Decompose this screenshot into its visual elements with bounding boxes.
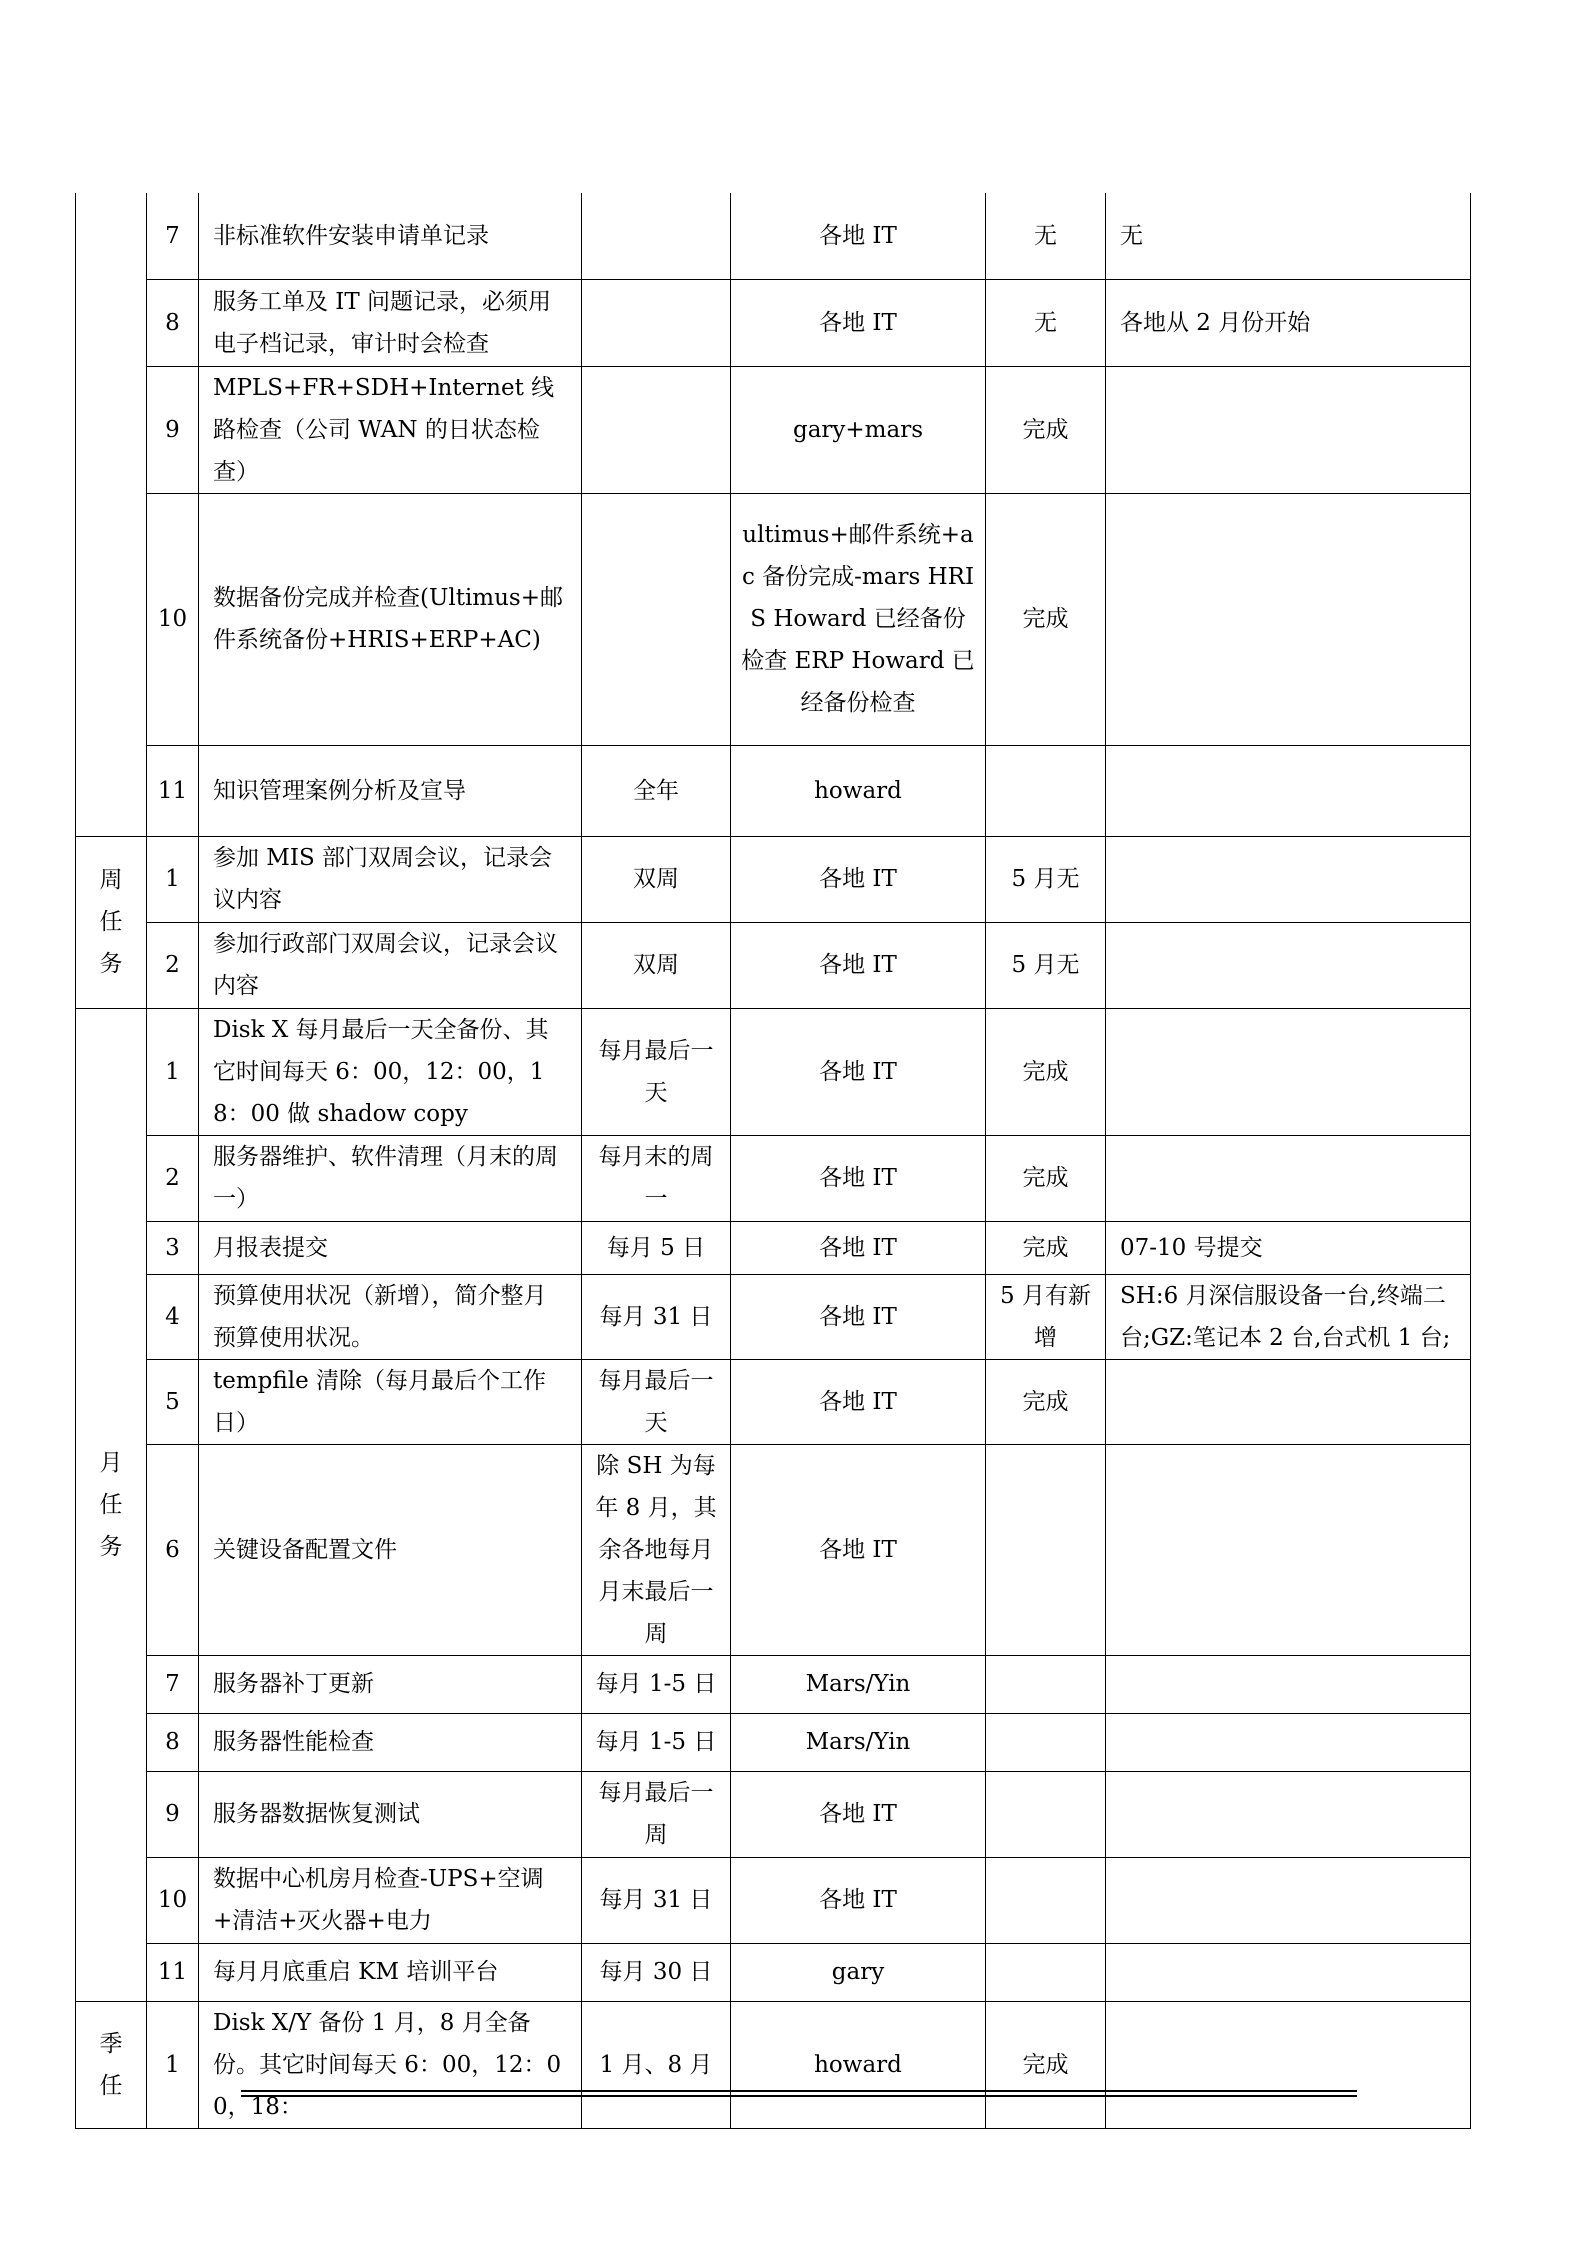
task-frequency — [582, 279, 731, 366]
task-note — [1106, 366, 1471, 493]
task-status: 无 — [986, 193, 1106, 279]
task-note — [1106, 493, 1471, 745]
task-description: 参加 MIS 部门双周会议，记录会议内容 — [199, 836, 582, 922]
row-number: 11 — [147, 1943, 199, 2001]
task-owner: howard — [731, 745, 986, 836]
task-description: 服务工单及 IT 问题记录，必须用电子档记录，审计时会检查 — [199, 279, 582, 366]
row-number: 8 — [147, 279, 199, 366]
table-row — [76, 1713, 1471, 1771]
category-char: 季 — [99, 2030, 123, 2057]
task-status — [986, 1857, 1106, 1943]
task-description: MPLS+FR+SDH+Internet 线路检查（公司 WAN 的日状态检查） — [199, 366, 582, 493]
task-owner: ultimus+邮件系统+ac 备份完成-mars HRIS Howard 已经备份检查 ERP Howard 已经备份检查 — [731, 493, 986, 745]
task-note — [1106, 836, 1471, 922]
row-number: 3 — [147, 1221, 199, 1274]
category-char: 任 — [99, 2072, 123, 2099]
task-table — [75, 193, 1471, 2129]
task-status: 完成 — [986, 2001, 1106, 2128]
task-description: 服务器性能检查 — [199, 1713, 582, 1771]
task-description: 数据备份完成并检查(Ultimus+邮件系统备份+HRIS+ERP+AC) — [199, 493, 582, 745]
task-description: Disk X/Y 备份 1 月，8 月全备份。其它时间每天 6：00，12：00，18： — [199, 2001, 582, 2128]
task-status — [986, 1713, 1106, 1771]
category-label — [76, 193, 147, 836]
task-owner: 各地 IT — [731, 279, 986, 366]
task-status — [986, 1771, 1106, 1857]
task-status: 5 月无 — [986, 836, 1106, 922]
task-description: 服务器数据恢复测试 — [199, 1771, 582, 1857]
category-char: 任 — [99, 909, 123, 935]
task-owner: gary+mars — [731, 366, 986, 493]
table-row — [76, 279, 1471, 366]
task-note — [1106, 1771, 1471, 1857]
category-label — [76, 836, 147, 1008]
table-row — [76, 1274, 1471, 1359]
table-row — [76, 366, 1471, 493]
task-note — [1106, 1444, 1471, 1655]
task-owner: Mars/Yin — [731, 1655, 986, 1713]
task-frequency: 双周 — [582, 836, 731, 922]
row-number: 9 — [147, 366, 199, 493]
task-frequency: 每月 5 日 — [582, 1221, 731, 1274]
task-frequency: 每月 31 日 — [582, 1857, 731, 1943]
task-frequency: 1 月、8 月 — [582, 2001, 731, 2128]
table-row — [76, 193, 1471, 279]
task-note — [1106, 1857, 1471, 1943]
category-char: 月 — [99, 1449, 123, 1476]
task-owner: 各地 IT — [731, 836, 986, 922]
row-number: 6 — [147, 1444, 199, 1655]
task-frequency: 每月最后一周 — [582, 1771, 731, 1857]
row-number: 9 — [147, 1771, 199, 1857]
table-row — [76, 745, 1471, 836]
task-note: SH:6 月深信服设备一台,终端二台;GZ:笔记本 2 台,台式机 1 台; — [1106, 1274, 1471, 1359]
footer-rule — [241, 2090, 1357, 2092]
task-owner: 各地 IT — [731, 1008, 986, 1135]
task-note — [1106, 922, 1471, 1008]
task-status — [986, 1655, 1106, 1713]
task-status: 5 月无 — [986, 922, 1106, 1008]
task-frequency: 每月 30 日 — [582, 1943, 731, 2001]
category-char: 周 — [99, 867, 123, 893]
task-note — [1106, 1655, 1471, 1713]
table-row — [76, 922, 1471, 1008]
task-owner: 各地 IT — [731, 1857, 986, 1943]
category-label — [76, 1008, 147, 2001]
task-frequency — [582, 493, 731, 745]
task-description: 非标准软件安装申请单记录 — [199, 193, 582, 279]
task-description: 每月月底重启 KM 培训平台 — [199, 1943, 582, 2001]
row-number: 10 — [147, 1857, 199, 1943]
table-row — [76, 1135, 1471, 1221]
table-row — [76, 1444, 1471, 1655]
task-description: 月报表提交 — [199, 1221, 582, 1274]
row-number: 8 — [147, 1713, 199, 1771]
table-row — [76, 1943, 1471, 2001]
task-frequency: 每月 31 日 — [582, 1274, 731, 1359]
footer-rule — [241, 2095, 1357, 2097]
task-status: 完成 — [986, 1221, 1106, 1274]
task-status: 完成 — [986, 1359, 1106, 1444]
task-status: 完成 — [986, 493, 1106, 745]
category-char: 务 — [99, 951, 123, 977]
task-frequency: 全年 — [582, 745, 731, 836]
row-number: 10 — [147, 493, 199, 745]
task-frequency: 每月 1-5 日 — [582, 1713, 731, 1771]
table-row — [76, 1221, 1471, 1274]
task-note: 07-10 号提交 — [1106, 1221, 1471, 1274]
task-description: 知识管理案例分析及宣导 — [199, 745, 582, 836]
task-note — [1106, 2001, 1471, 2128]
task-frequency: 每月最后一天 — [582, 1008, 731, 1135]
task-frequency — [582, 193, 731, 279]
task-frequency — [582, 366, 731, 493]
task-frequency: 每月最后一天 — [582, 1359, 731, 1444]
row-number: 4 — [147, 1274, 199, 1359]
task-note — [1106, 1135, 1471, 1221]
task-frequency: 每月 1-5 日 — [582, 1655, 731, 1713]
task-note — [1106, 1943, 1471, 2001]
table-row — [76, 836, 1471, 922]
task-frequency: 除 SH 为每年 8 月，其余各地每月月末最后一周 — [582, 1444, 731, 1655]
category-char: 任 — [99, 1491, 123, 1518]
row-number: 2 — [147, 1135, 199, 1221]
task-description: tempfile 清除（每月最后个工作日） — [199, 1359, 582, 1444]
task-owner: 各地 IT — [731, 193, 986, 279]
task-owner: 各地 IT — [731, 1221, 986, 1274]
table-row — [76, 1359, 1471, 1444]
task-frequency: 每月末的周一 — [582, 1135, 731, 1221]
category-char: 务 — [99, 1533, 123, 1560]
task-description: 服务器补丁更新 — [199, 1655, 582, 1713]
task-owner: Mars/Yin — [731, 1713, 986, 1771]
task-description: 预算使用状况（新增），简介整月预算使用状况。 — [199, 1274, 582, 1359]
task-description: 关键设备配置文件 — [199, 1444, 582, 1655]
task-description: Disk X 每月最后一天全备份、其它时间每天 6：00，12：00，18：00 做 shadow copy — [199, 1008, 582, 1135]
task-owner: 各地 IT — [731, 1359, 986, 1444]
table-row — [76, 493, 1471, 745]
task-status — [986, 1444, 1106, 1655]
task-status: 无 — [986, 279, 1106, 366]
task-status: 5 月有新增 — [986, 1274, 1106, 1359]
task-note: 各地从 2 月份开始 — [1106, 279, 1471, 366]
row-number: 11 — [147, 745, 199, 836]
task-owner: 各地 IT — [731, 922, 986, 1008]
table-row — [76, 2001, 1471, 2128]
task-frequency: 双周 — [582, 922, 731, 1008]
task-status: 完成 — [986, 366, 1106, 493]
task-owner: 各地 IT — [731, 1444, 986, 1655]
table-row — [76, 1771, 1471, 1857]
task-owner: 各地 IT — [731, 1274, 986, 1359]
task-description: 数据中心机房月检查-UPS+空调+清洁+灭火器+电力 — [199, 1857, 582, 1943]
task-note — [1106, 1008, 1471, 1135]
task-description: 参加行政部门双周会议，记录会议内容 — [199, 922, 582, 1008]
task-status — [986, 1943, 1106, 2001]
row-number: 1 — [147, 1008, 199, 1135]
task-description: 服务器维护、软件清理（月末的周一） — [199, 1135, 582, 1221]
task-note — [1106, 1359, 1471, 1444]
task-note — [1106, 745, 1471, 836]
row-number: 5 — [147, 1359, 199, 1444]
category-label — [76, 2001, 147, 2128]
row-number: 1 — [147, 2001, 199, 2128]
table-row — [76, 1008, 1471, 1135]
task-status — [986, 745, 1106, 836]
row-number: 2 — [147, 922, 199, 1008]
task-owner: gary — [731, 1943, 986, 2001]
row-number: 7 — [147, 1655, 199, 1713]
table-row — [76, 1857, 1471, 1943]
task-owner: 各地 IT — [731, 1771, 986, 1857]
task-status: 完成 — [986, 1135, 1106, 1221]
table-row — [76, 1655, 1471, 1713]
task-note — [1106, 1713, 1471, 1771]
row-number: 1 — [147, 836, 199, 922]
row-number: 7 — [147, 193, 199, 279]
task-owner: howard — [731, 2001, 986, 2128]
task-status: 完成 — [986, 1008, 1106, 1135]
task-note: 无 — [1106, 193, 1471, 279]
task-owner: 各地 IT — [731, 1135, 986, 1221]
